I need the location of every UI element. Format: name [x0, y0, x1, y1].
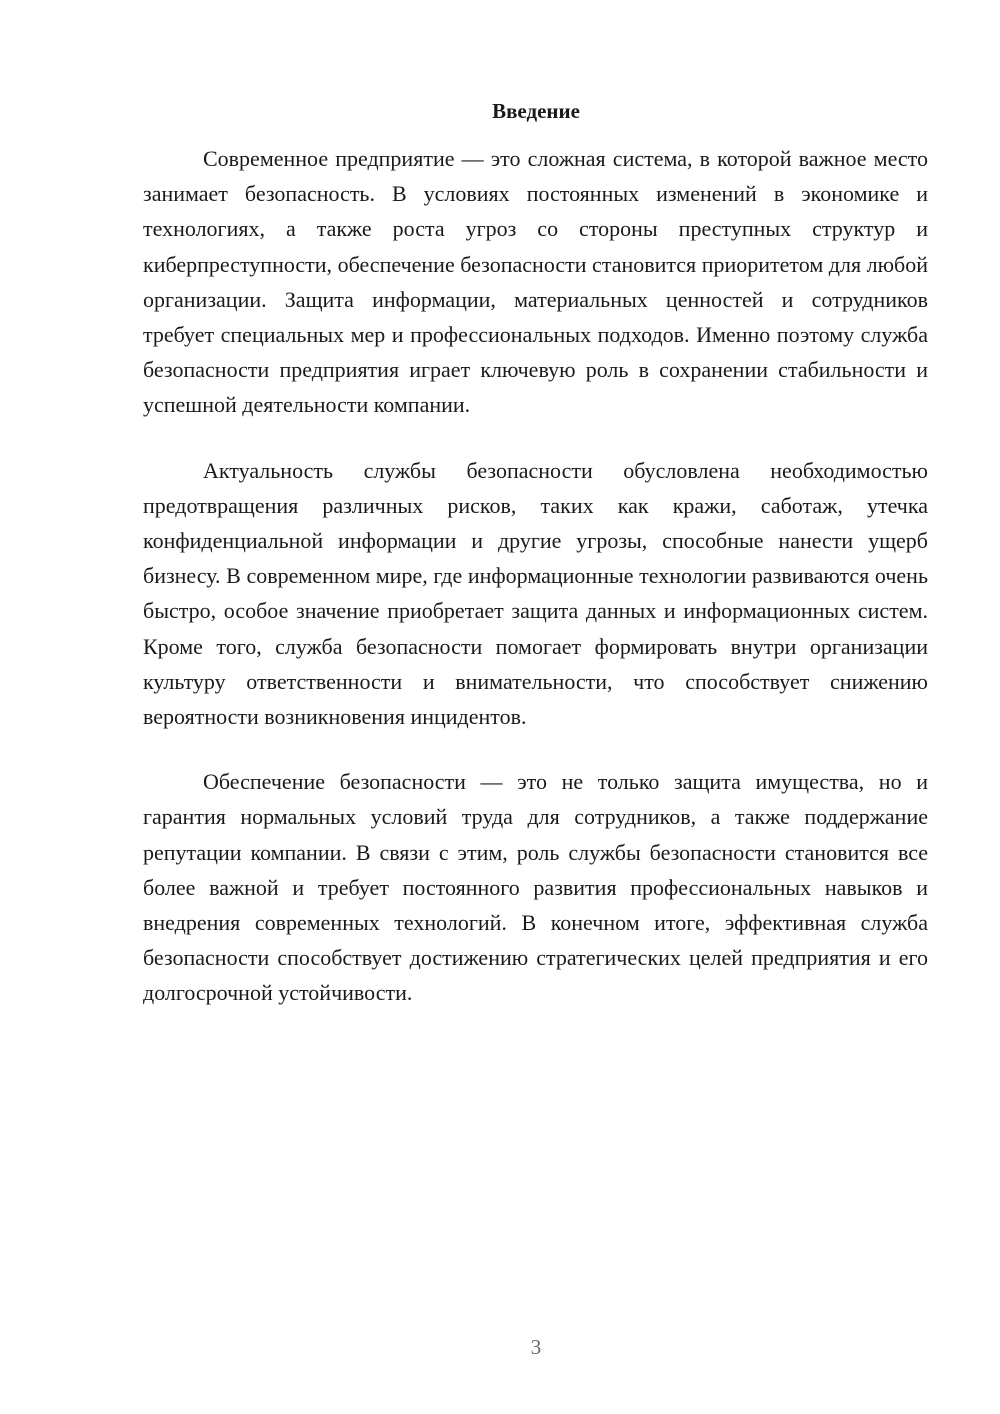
paragraph-3: Обеспечение безопасности — это не только защита имущества, но и гарантия нормальных условий труда для сотрудников, а также поддержание репутации компании. В связи с этим, роль службы безопасности становится все более важной и требует постоянного развития профессиональных навыков и внедрения современных технологий. В конечном итоге, эффективная служба безопасности способствует достижению стратегических целей предприятия и его долгосрочной устойчивости.: [143, 769, 928, 1006]
paragraph-1: Современное предприятие — это сложная система, в которой важное место занимает безопасность. В условиях постоянных изменений в экономике и технологиях, а также роста угроз со стороны преступных структур и киберпреступности, обеспечение безопасности становится приоритетом для любой организации. Защита информации, материальных ценностей и сотрудников требует специальных мер и профессиональных подходов. Именно поэтому служба безопасности предприятия играет ключевую роль в сохранении стабильности и успешной деятельности компании.: [143, 146, 928, 418]
section-heading: Введение: [492, 99, 580, 123]
body-text: [143, 141, 928, 1011]
page-number: 3: [530, 1335, 542, 1359]
paragraph-2: Актуальность службы безопасности обусловлена необходимостью предотвращения различных рисков, таких как кражи, саботаж, утечка конфиденциальной информации и другие угрозы, способные нанести ущерб бизнесу. В современном мире, где информационные технологии развиваются очень быстро, особое значение приобретает защита данных и информационных систем. Кроме того, служба безопасности помогает формировать внутри организации культуру ответственности и внимательности, что способствует снижению вероятности возникновения инцидентов.: [143, 457, 928, 730]
